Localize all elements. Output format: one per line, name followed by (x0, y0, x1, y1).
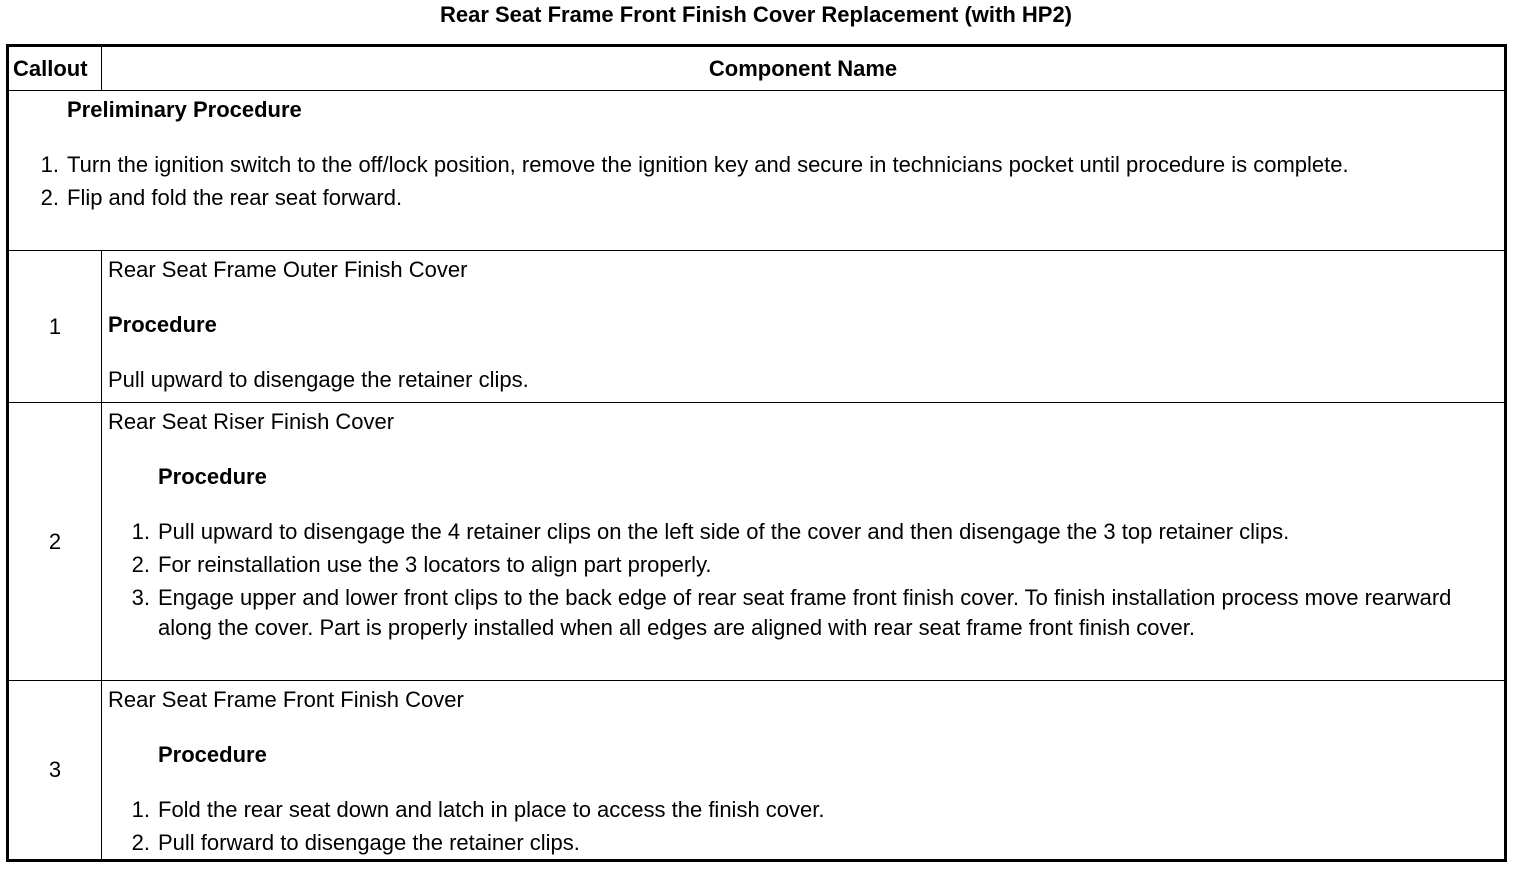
step-number: 3. (131, 585, 150, 610)
step-number: 1. (131, 797, 150, 822)
step-text: Flip and fold the rear seat forward. (67, 185, 403, 210)
procedure-steps-list (108, 795, 1494, 858)
step-text: Pull forward to disengage the retainer clips. (158, 830, 580, 855)
list-item (122, 550, 1494, 580)
preliminary-steps-list (31, 150, 1494, 213)
callout-column-header: Callout (8, 46, 102, 91)
procedure-heading: Procedure (158, 464, 267, 489)
table-row (8, 681, 1506, 861)
list-item (122, 795, 1494, 825)
component-cell (102, 251, 1506, 403)
procedure-heading: Procedure (108, 312, 217, 337)
list-item (31, 183, 1494, 213)
procedure-steps-list (108, 517, 1494, 643)
step-number: 2. (131, 830, 150, 855)
component-name-column-header: Component Name (102, 46, 1506, 91)
callout-number: 1 (8, 251, 102, 403)
step-number: 1. (131, 519, 150, 544)
list-item (122, 583, 1494, 643)
preliminary-procedure-cell (8, 91, 1506, 251)
preliminary-procedure-row (8, 91, 1506, 251)
component-cell (102, 403, 1506, 681)
table-row (8, 403, 1506, 681)
list-item (122, 828, 1494, 858)
step-text: For reinstallation use the 3 locators to align part properly. (158, 552, 712, 577)
component-name: Rear Seat Frame Front Finish Cover (108, 687, 464, 712)
procedure-text: Pull upward to disengage the retainer clips. (108, 367, 529, 392)
preliminary-procedure-heading: Preliminary Procedure (67, 97, 302, 122)
procedure-heading: Procedure (158, 742, 267, 767)
step-number: 2. (131, 552, 150, 577)
step-text: Fold the rear seat down and latch in place to access the finish cover. (158, 797, 825, 822)
component-name: Rear Seat Frame Outer Finish Cover (108, 257, 468, 282)
component-cell (102, 681, 1506, 861)
document-title: Rear Seat Frame Front Finish Cover Replacement (with HP2) (439, 2, 1073, 27)
procedure-table (6, 44, 1507, 862)
step-text: Engage upper and lower front clips to the back edge of rear seat frame front finish cover. To finish installation process move rearward along the cover. Part is properly installed when all edges are aligned with rear seat frame front finish cover. (158, 585, 1452, 640)
table-header-row (8, 46, 1506, 91)
step-text: Turn the ignition switch to the off/lock position, remove the ignition key and secure in technicians pocket until procedure is complete. (67, 152, 1349, 177)
step-text: Pull upward to disengage the 4 retainer clips on the left side of the cover and then disengage the 3 top retainer clips. (158, 519, 1290, 544)
callout-number: 2 (8, 403, 102, 681)
list-item (122, 517, 1494, 547)
list-item (31, 150, 1494, 180)
component-name: Rear Seat Riser Finish Cover (108, 409, 395, 434)
step-number: 1. (40, 152, 59, 177)
table-row (8, 251, 1506, 403)
step-number: 2. (40, 185, 59, 210)
callout-number: 3 (8, 681, 102, 861)
